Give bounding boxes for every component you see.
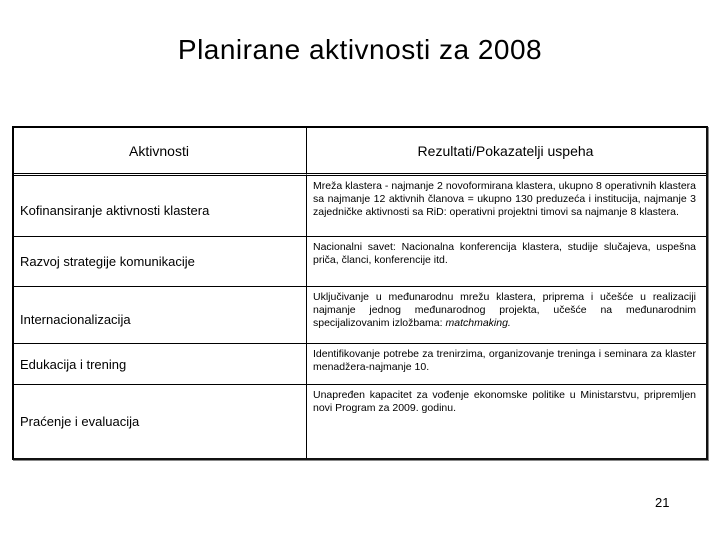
table-row-activity: Edukacija i trening <box>14 343 307 384</box>
page-number: 21 <box>655 495 670 510</box>
header-activities: Aktivnosti <box>14 128 307 176</box>
table-row-result: Nacionalni savet: Nacionalna konferencija klastera, studije slučajeva, uspešna priča, članci, konferencije itd. <box>307 236 706 286</box>
table-row-result: Mreža klastera - najmanje 2 novoformirana klastera, ukupno 8 operativnih klastera sa najmanje 12 aktivnih članova = ukupno 130 preduzeća i institucija, najmanje 3 zajedničke aktivnosti sa RiD: operativni projektni timovi sa najmanje 8 klastera. <box>313 180 696 218</box>
table-row-activity: Razvoj strategije komunikacije <box>14 236 307 286</box>
table-row-activity: Internacionalizacija <box>14 286 307 343</box>
table-row-result: Identifikovanje potrebe za trenirzima, organizovanje treninga i seminara za klaster menadžera-najmanje 10. <box>307 343 706 384</box>
activities-table <box>12 126 708 460</box>
matchmaking-text: matchmaking. <box>445 317 511 329</box>
header-results: Rezultati/Pokazatelji uspeha <box>307 128 706 176</box>
table-row-result: Uključivanje u međunarodnu mrežu klastera, priprema i učešće u realizaciji najmanje jednog međunarodnog projekta, učešće na međunarodnim specijalizovanim izložbama: matchmaking. <box>307 286 706 343</box>
table-row-result: Unapređen kapacitet za vođenje ekonomske politike u Ministarstvu, pripremljen novi Program za 2009. godinu. <box>307 384 706 458</box>
table-row-activity: Kofinansiranje aktivnosti klastera <box>14 176 307 236</box>
slide-title: Planirane aktivnosti za 2008 <box>177 34 543 65</box>
table-row-activity: Praćenje i evaluacija <box>14 384 307 458</box>
